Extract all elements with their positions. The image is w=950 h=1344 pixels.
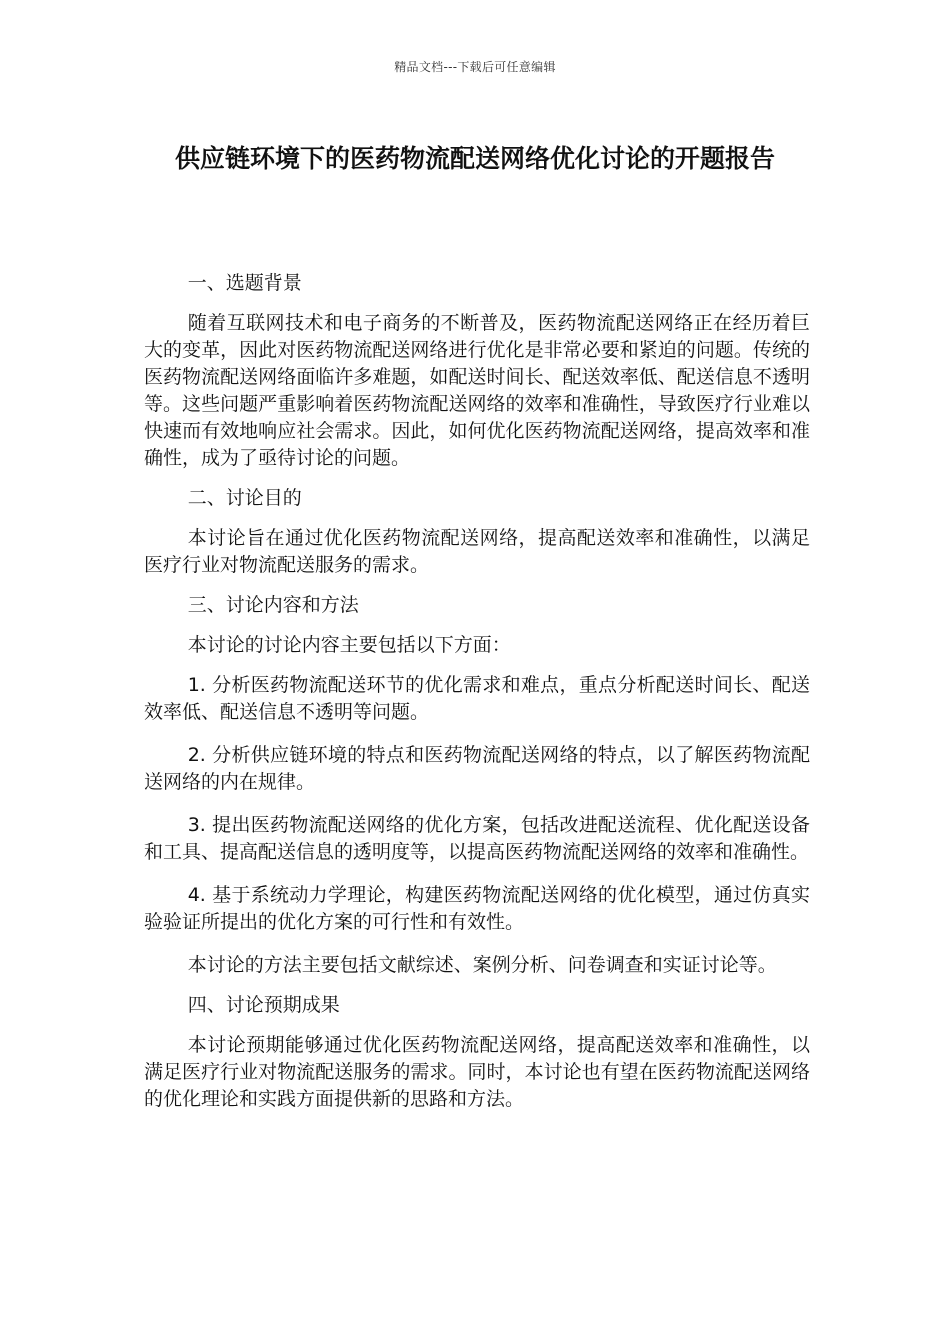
document-title: 供应链环境下的医药物流配送网络优化讨论的开题报告 [174, 144, 775, 173]
content-item-3: 3. 提出医药物流配送网络的优化方案，包括改进配送流程、优化配送设备和工具、提高配送信息的透明度等，以提高医药物流配送网络的效率和准确性。 [144, 814, 810, 863]
methods-paragraph: 本讨论的方法主要包括文献综述、案例分析、问卷调查和实证讨论等。 [187, 954, 777, 976]
background-paragraph: 随着互联网技术和电子商务的不断普及，医药物流配送网络正在经历着巨大的变革，因此对医药物流配送网络进行优化是非常必要和紧迫的问题。传统的医药物流配送网络面临许多难题，如配送时间长、配送效率低、配送信息不透明等。这些问题严重影响着医药物流配送网络的效率和准确性，导致医疗行业难以快速而有效地响应社会需求。因此，如何优化医药物流配送网络，提高效率和准确性，成为了亟待讨论的问题。 [144, 312, 810, 469]
section-heading-purpose: 二、讨论目的 [187, 487, 302, 509]
content-item-4: 4. 基于系统动力学理论，构建医药物流配送网络的优化模型，通过仿真实验验证所提出的优化方案的可行性和有效性。 [144, 884, 810, 933]
section-heading-content-methods: 三、讨论内容和方法 [187, 594, 359, 616]
content-item-2: 2. 分析供应链环境的特点和医药物流配送网络的特点，以了解医药物流配送网络的内在规律。 [144, 744, 810, 793]
section-heading-expected-results: 四、讨论预期成果 [187, 994, 340, 1016]
content-intro-paragraph: 本讨论的讨论内容主要包括以下方面： [187, 634, 511, 656]
expected-results-paragraph: 本讨论预期能够通过优化医药物流配送网络，提高配送效率和准确性，以满足医疗行业对物流配送服务的需求。同时，本讨论也有望在医药物流配送网络的优化理论和实践方面提供新的思路和方法。 [144, 1034, 810, 1110]
section-heading-background: 一、选题背景 [187, 272, 302, 294]
header-note: 精品文档---下载后可任意编辑 [394, 60, 556, 74]
content-item-1: 1. 分析医药物流配送环节的优化需求和难点，重点分析配送时间长、配送效率低、配送信息不透明等问题。 [144, 674, 810, 723]
document-body [144, 270, 810, 1126]
purpose-paragraph: 本讨论旨在通过优化医药物流配送网络，提高配送效率和准确性，以满足医疗行业对物流配送服务的需求。 [144, 527, 810, 576]
